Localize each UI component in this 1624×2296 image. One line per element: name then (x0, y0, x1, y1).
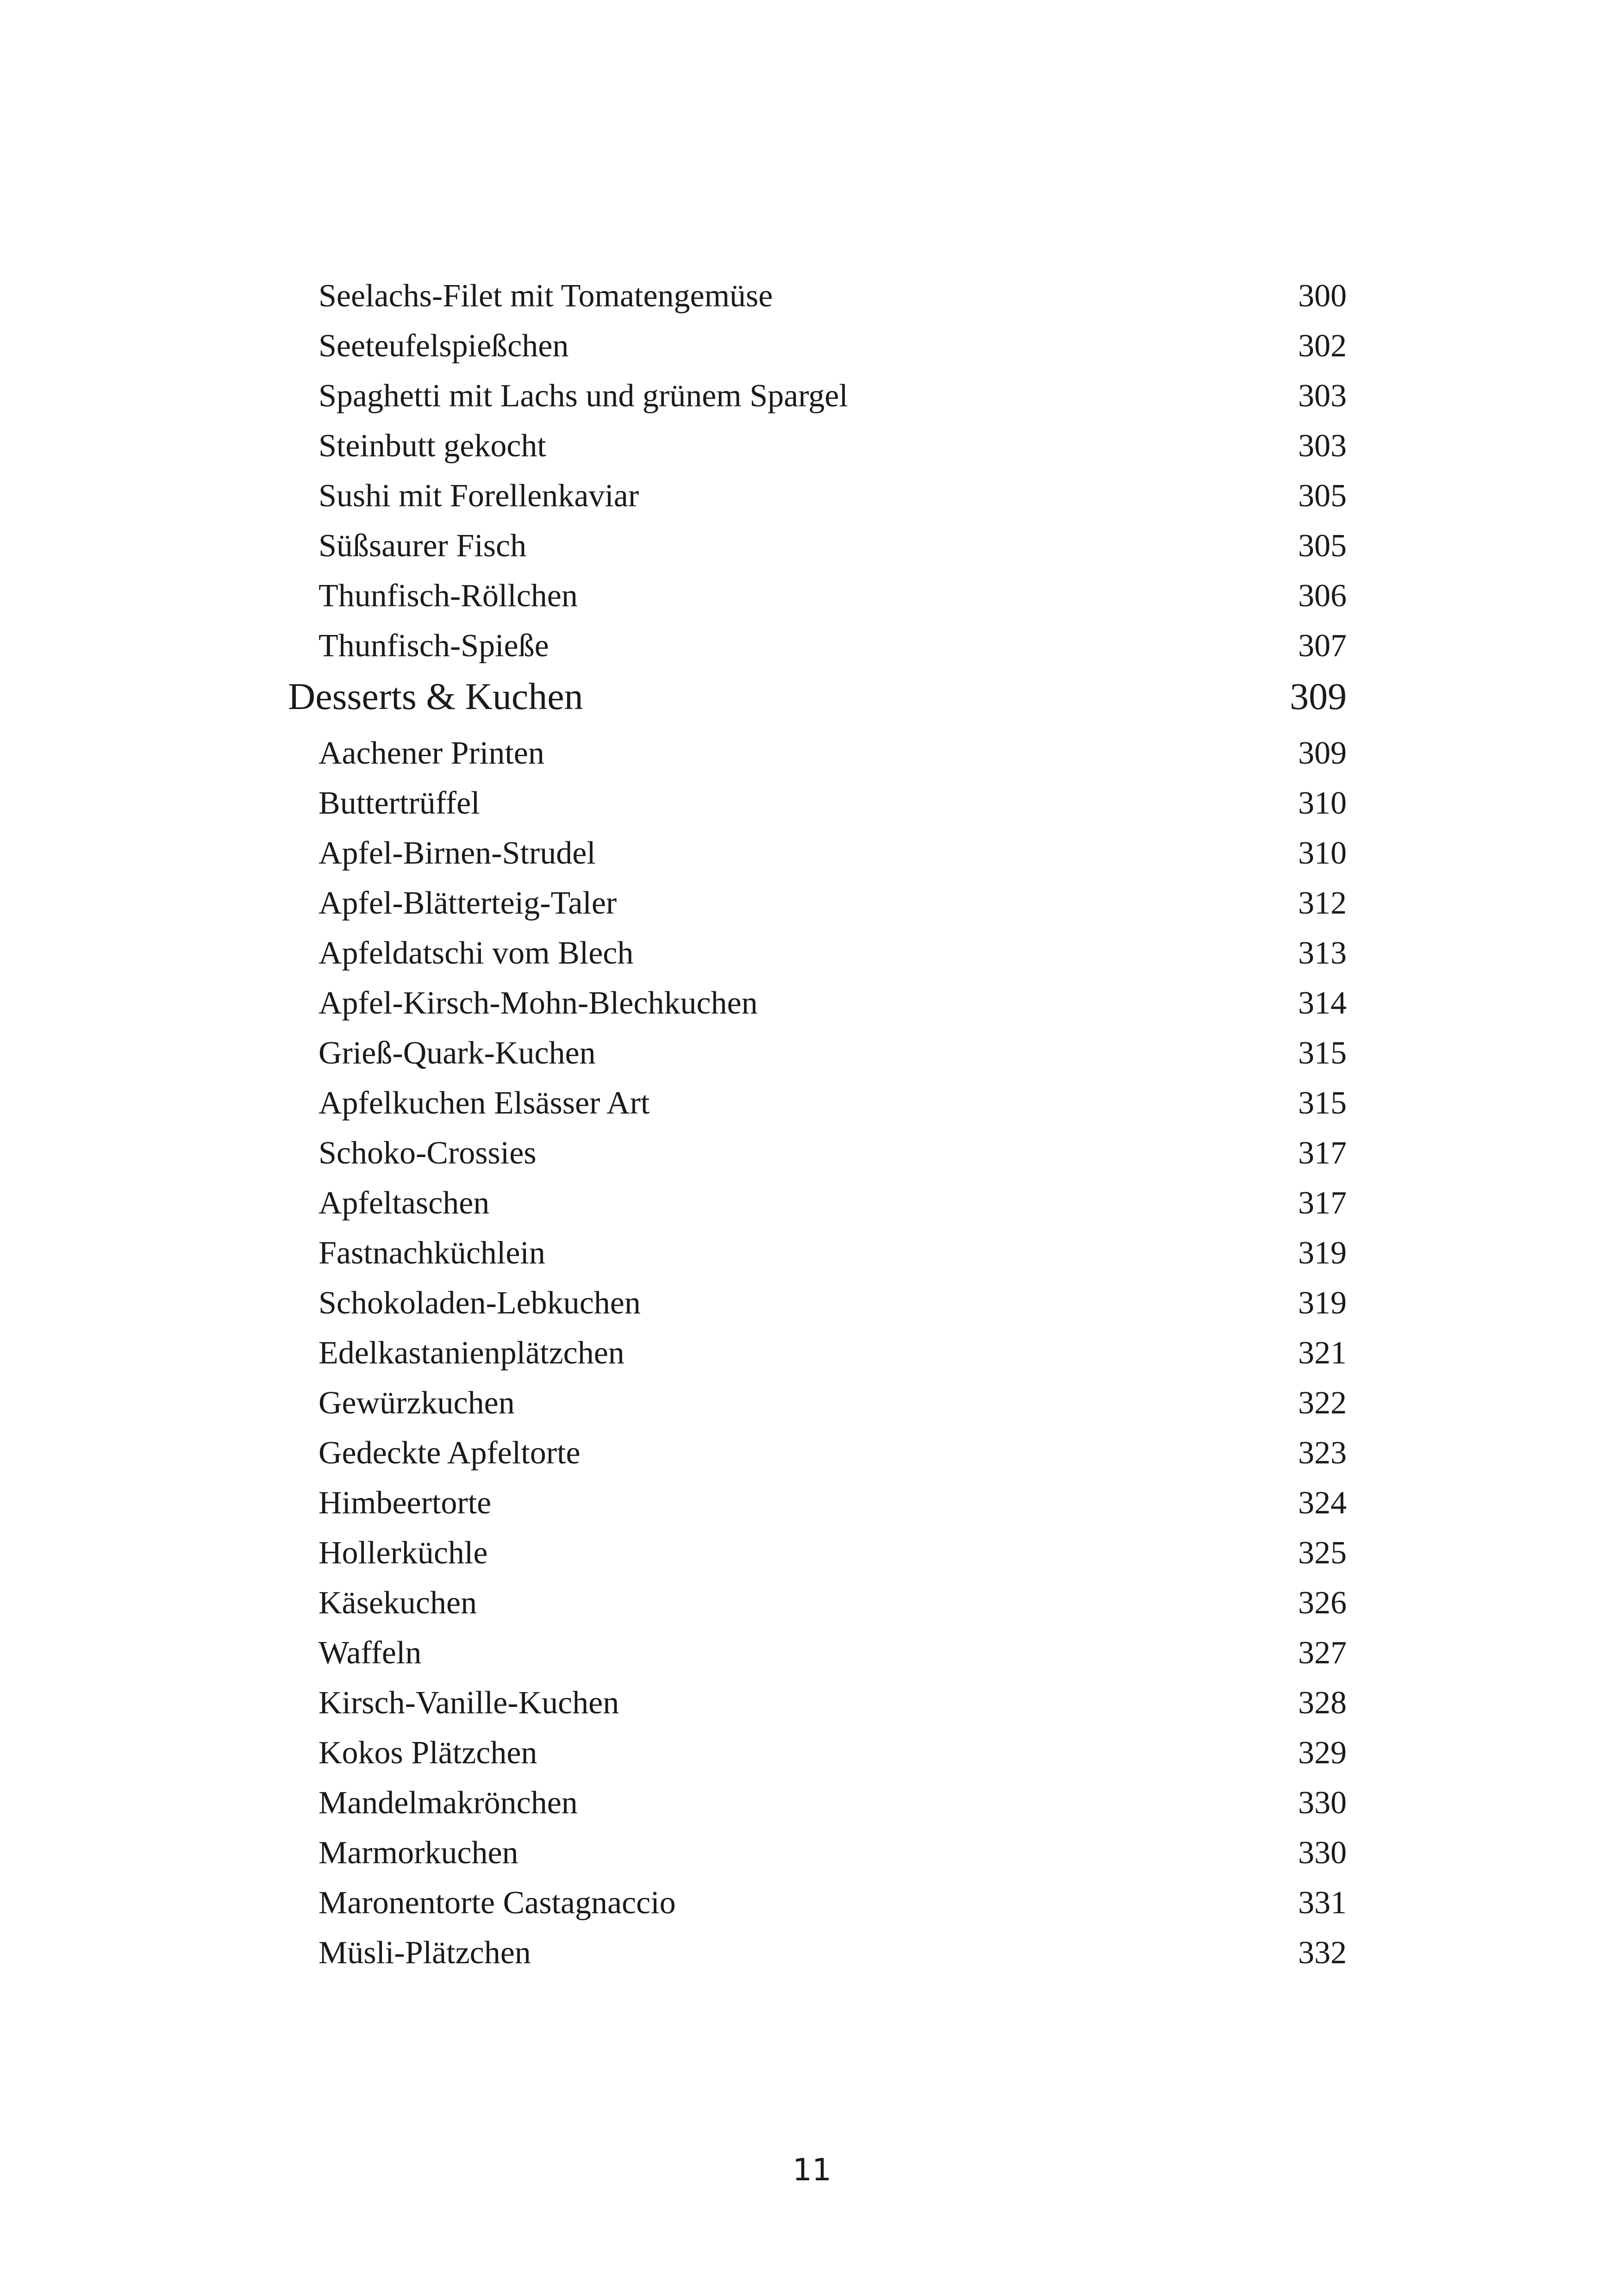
toc-entry[interactable] (0, 1885, 1624, 1931)
toc-entry-title: Apfelkuchen Elsässer Art (319, 1085, 650, 1121)
toc-entry-page: 312 (1298, 885, 1347, 921)
toc-entry-page: 329 (1298, 1735, 1347, 1771)
toc-entry-title: Gedeckte Apfeltorte (319, 1435, 581, 1471)
toc-entry-page: 330 (1298, 1835, 1347, 1871)
toc-entry-page: 303 (1298, 428, 1347, 464)
toc-entry[interactable] (0, 1385, 1624, 1431)
toc-entry[interactable] (0, 1135, 1624, 1181)
toc-entry[interactable] (0, 628, 1624, 674)
toc-entry-title: Maronentorte Castagnaccio (319, 1885, 676, 1921)
toc-entry[interactable] (0, 528, 1624, 574)
toc-entry-title: Apfel-Birnen-Strudel (319, 835, 596, 871)
toc-entry-page: 309 (1298, 735, 1347, 771)
toc-entry-page: 319 (1298, 1285, 1347, 1321)
toc-entry-title: Apfeltaschen (319, 1185, 490, 1221)
toc-entry-title: Buttertrüffel (319, 785, 480, 821)
toc-entry[interactable] (0, 1235, 1624, 1281)
toc-entry-page: 327 (1298, 1635, 1347, 1671)
toc-entry[interactable] (0, 1935, 1624, 1981)
toc-entry-title: Steinbutt gekocht (319, 428, 546, 464)
toc-entry-title: Kokos Plätzchen (319, 1735, 537, 1771)
toc-entry-page: 302 (1298, 328, 1347, 364)
toc-entry-page: 317 (1298, 1185, 1347, 1221)
toc-entry-page: 324 (1298, 1485, 1347, 1521)
toc-entry-title: Apfel-Blätterteig-Taler (319, 885, 617, 921)
toc-entry-page: 330 (1298, 1785, 1347, 1821)
toc-entry[interactable] (0, 1785, 1624, 1831)
toc-entry[interactable] (0, 328, 1624, 374)
toc-section-page: 309 (1290, 675, 1347, 717)
toc-entry-title: Käsekuchen (319, 1585, 477, 1621)
toc-entry[interactable] (0, 428, 1624, 474)
toc-entry-page: 310 (1298, 835, 1347, 871)
toc-entry[interactable] (0, 885, 1624, 931)
toc-entry-title: Edelkastanienplätzchen (319, 1335, 625, 1371)
toc-entry[interactable] (0, 1835, 1624, 1881)
toc-entry[interactable] (0, 1335, 1624, 1381)
toc-entry-page: 315 (1298, 1035, 1347, 1071)
toc-entry-title: Himbeertorte (319, 1485, 492, 1521)
toc-entry-page: 332 (1298, 1935, 1347, 1971)
toc-entry-page: 306 (1298, 578, 1347, 614)
toc-entry-page: 331 (1298, 1885, 1347, 1921)
toc-entry[interactable] (0, 578, 1624, 624)
toc-entry-page: 323 (1298, 1435, 1347, 1471)
toc-entry-title: Apfel-Kirsch-Mohn-Blechkuchen (319, 985, 758, 1021)
toc-entry-title: Spaghetti mit Lachs und grünem Spargel (319, 378, 848, 414)
toc-entry-page: 314 (1298, 985, 1347, 1021)
toc-entry[interactable] (0, 1185, 1624, 1231)
toc-section-heading[interactable] (0, 675, 1624, 724)
toc-entry-page: 310 (1298, 785, 1347, 821)
toc-entry[interactable] (0, 1635, 1624, 1681)
toc-entry-page: 300 (1298, 278, 1347, 314)
toc-entry-title: Seelachs-Filet mit Tomatengemüse (319, 278, 773, 314)
toc-entry[interactable] (0, 1285, 1624, 1331)
page-number: 11 (793, 2152, 831, 2188)
toc-entry-title: Marmorkuchen (319, 1835, 518, 1871)
toc-entry[interactable] (0, 1485, 1624, 1531)
toc-entry[interactable] (0, 985, 1624, 1031)
toc-entry-page: 317 (1298, 1135, 1347, 1171)
toc-entry-title: Gewürzkuchen (319, 1385, 515, 1421)
toc-entry-title: Schoko-Crossies (319, 1135, 537, 1171)
toc-entry-title: Sushi mit Forellenkaviar (319, 478, 639, 514)
toc-entry-page: 322 (1298, 1385, 1347, 1421)
toc-entry[interactable] (0, 935, 1624, 981)
toc-entry-page: 326 (1298, 1585, 1347, 1621)
toc-entry-page: 321 (1298, 1335, 1347, 1371)
toc-entry-page: 307 (1298, 628, 1347, 664)
toc-entry[interactable] (0, 785, 1624, 831)
toc-entry[interactable] (0, 835, 1624, 881)
toc-entry-title: Fastnachküchlein (319, 1235, 545, 1271)
toc-entry[interactable] (0, 1085, 1624, 1131)
toc-entry-page: 315 (1298, 1085, 1347, 1121)
toc-entry-page: 325 (1298, 1535, 1347, 1571)
toc-entry[interactable] (0, 278, 1624, 324)
toc-section-title: Desserts & Kuchen (288, 675, 583, 717)
toc-entry[interactable] (0, 478, 1624, 524)
toc-entry-title: Thunfisch-Röllchen (319, 578, 578, 614)
toc-entry[interactable] (0, 735, 1624, 781)
toc-entry-title: Waffeln (319, 1635, 422, 1671)
toc-entry[interactable] (0, 1035, 1624, 1081)
toc-entry-page: 305 (1298, 478, 1347, 514)
toc-entry-page: 305 (1298, 528, 1347, 564)
toc-entry-page: 303 (1298, 378, 1347, 414)
toc-entry-page: 319 (1298, 1235, 1347, 1271)
toc-entry[interactable] (0, 1435, 1624, 1481)
toc-entry-title: Mandelmakrönchen (319, 1785, 578, 1821)
toc-entry-page: 313 (1298, 935, 1347, 971)
toc-entry[interactable] (0, 1585, 1624, 1631)
toc-entry-title: Seeteufelspießchen (319, 328, 569, 364)
toc-entry-title: Thunfisch-Spieße (319, 628, 549, 664)
toc-entry-page: 328 (1298, 1685, 1347, 1721)
toc-entry-title: Apfeldatschi vom Blech (319, 935, 634, 971)
toc-entry[interactable] (0, 1685, 1624, 1731)
toc-entry[interactable] (0, 1735, 1624, 1781)
toc-entry-title: Aachener Printen (319, 735, 544, 771)
toc-entry[interactable] (0, 378, 1624, 424)
toc-entry-title: Hollerküchle (319, 1535, 488, 1571)
toc-entry-title: Müsli-Plätzchen (319, 1935, 531, 1971)
toc-entry-title: Süßsaurer Fisch (319, 528, 527, 564)
toc-entry-title: Grieß-Quark-Kuchen (319, 1035, 596, 1071)
toc-entry-title: Schokoladen-Lebkuchen (319, 1285, 641, 1321)
toc-entry-title: Kirsch-Vanille-Kuchen (319, 1685, 619, 1721)
toc-entry[interactable] (0, 1535, 1624, 1581)
